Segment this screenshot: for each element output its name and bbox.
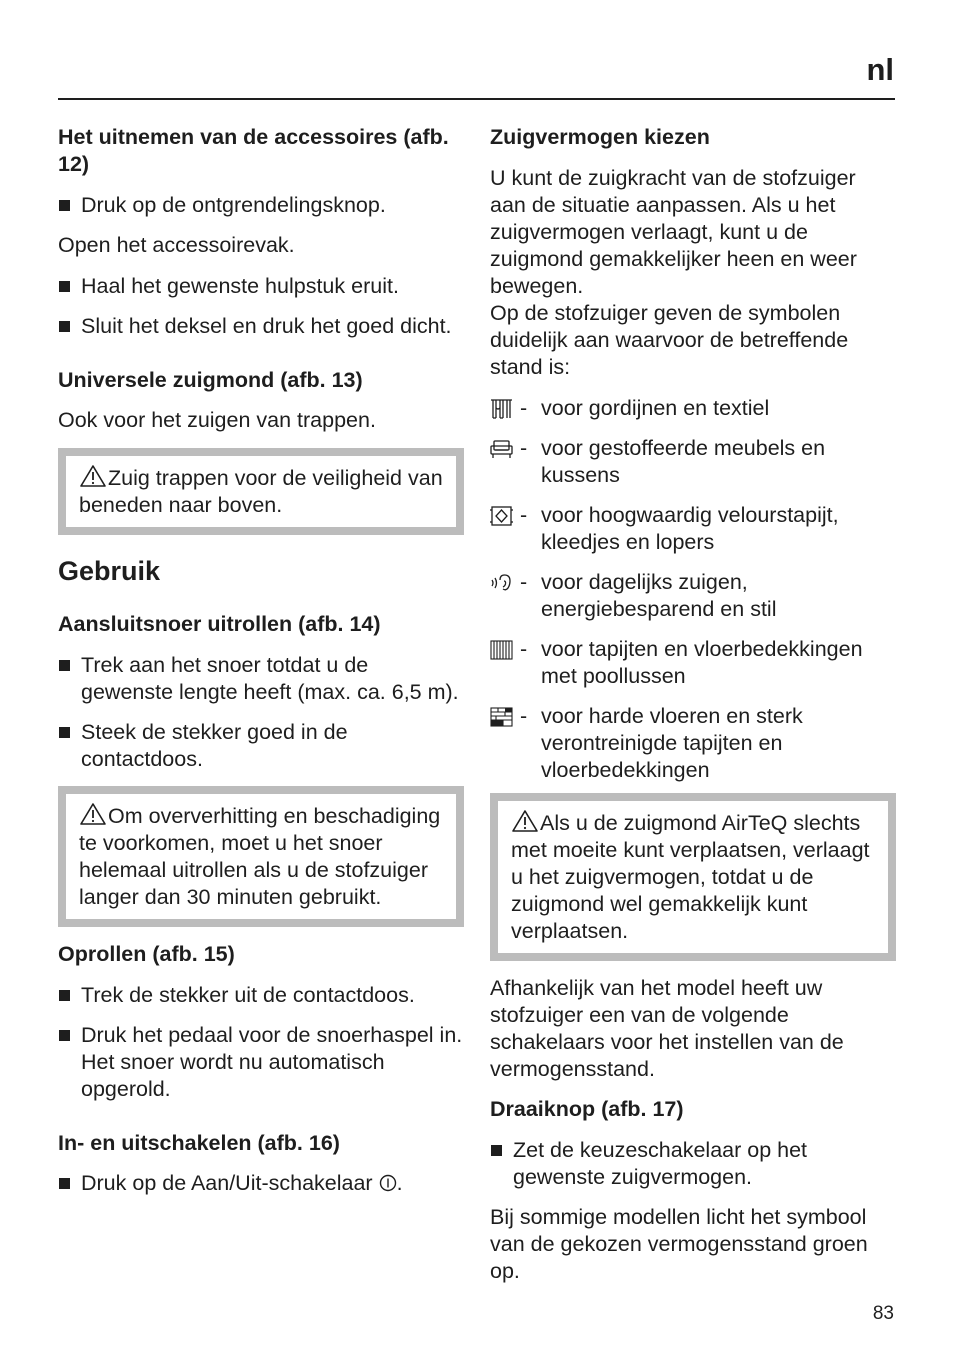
symbol-row-loop-carpet: - voor tapijten en vloerbedekkingen met poollussen bbox=[490, 636, 896, 690]
rug-icon bbox=[490, 505, 516, 527]
right-column bbox=[490, 124, 896, 1285]
header-rule bbox=[58, 98, 895, 100]
symbol-text-hard-floor: voor harde vloeren en sterk verontreinigde tapijten en vloerbedekkingen bbox=[541, 704, 803, 782]
power-paragraph-1: U kunt de zuigkracht van de stofzuiger aan de situatie aanpassen. Als u het zuigvermogen verlaagt, kunt u de zuigmond gemakkelijker heen en weer bewegen. bbox=[490, 166, 857, 298]
curtain-icon bbox=[490, 398, 516, 420]
warning-triangle-icon bbox=[79, 464, 107, 488]
hard-floor-icon bbox=[490, 706, 516, 728]
symbol-text-loop-carpet: voor tapijten en vloerbedekkingen met poollussen bbox=[541, 637, 863, 688]
symbol-row-upholstery: - voor gestoffeerde meubels en kussens bbox=[490, 435, 896, 489]
symbol-text-upholstery: voor gestoffeerde meubels en kussens bbox=[541, 436, 826, 487]
power-symbol-icon bbox=[379, 1174, 397, 1192]
knob-bullet-1: Zet de keuzeschakelaar op het gewenste zuigvermogen. bbox=[490, 1137, 896, 1191]
switch-bullet-text: Druk op de Aan/Uit-schakelaar bbox=[81, 1171, 373, 1195]
accessories-bullet-1: Druk op de ontgrendelingsknop. bbox=[58, 192, 464, 219]
airteq-warning-box bbox=[490, 793, 896, 961]
knob-paragraph: Bij sommige modellen licht het symbool van de gekozen vermogensstand groen op. bbox=[490, 1205, 868, 1283]
warning-triangle-icon bbox=[79, 802, 107, 826]
nozzle-warning-text: Zuig trappen voor de veiligheid van beneden naar boven. bbox=[79, 466, 443, 517]
symbol-row-curtain: - voor gordijnen en textiel bbox=[490, 395, 896, 422]
rewind-bullet-1: Trek de stekker uit de contactdoos. bbox=[58, 982, 464, 1009]
symbol-text-curtain: voor gordijnen en textiel bbox=[541, 396, 770, 420]
loop-carpet-icon bbox=[490, 639, 516, 661]
language-code: nl bbox=[866, 52, 894, 87]
accessories-heading: Het uitnemen van de accessoires (afb. 12) bbox=[58, 125, 449, 176]
nozzle-paragraph: Ook voor het zuigen van trappen. bbox=[58, 408, 376, 432]
symbol-row-quiet: - voor dagelijks zuigen, energiebesparend en stil bbox=[490, 569, 896, 623]
left-column bbox=[58, 124, 464, 1197]
accessories-bullet-2: Haal het gewenste hulpstuk eruit. bbox=[58, 273, 464, 300]
cord-heading: Aansluitsnoer uitrollen (afb. 14) bbox=[58, 612, 381, 636]
power-heading: Zuigvermogen kiezen bbox=[490, 125, 710, 149]
quiet-ear-icon bbox=[490, 572, 516, 594]
nozzle-warning-box bbox=[58, 448, 464, 535]
upholstery-icon bbox=[490, 438, 516, 460]
airteq-warning-text: Als u de zuigmond AirTeQ slechts met moeite kunt verplaatsen, verlaagt u het zuigvermogen, totdat u de zuigmond wel gemakkelijk kunt verplaatsen. bbox=[511, 811, 870, 943]
model-paragraph: Afhankelijk van het model heeft uw stofzuiger een van de volgende schakelaars voor het instellen van de vermogensstand. bbox=[490, 976, 844, 1081]
use-heading: Gebruik bbox=[58, 556, 161, 586]
cord-warning-text: Om oververhitting en beschadiging te voorkomen, moet u het snoer helemaal uitrollen als u de stofzuiger langer dan 30 minuten gebruikt. bbox=[79, 804, 441, 909]
knob-heading: Draaiknop (afb. 17) bbox=[490, 1097, 684, 1121]
switch-bullet-1: Druk op de Aan/Uit-schakelaar . bbox=[58, 1170, 464, 1197]
rewind-heading: Oprollen (afb. 15) bbox=[58, 942, 235, 966]
cord-bullet-2: Steek de stekker goed in de contactdoos. bbox=[58, 719, 464, 773]
symbol-row-rug: - voor hoogwaardig velourstapijt, kleedjes en lopers bbox=[490, 502, 896, 556]
accessories-bullet-3: Sluit het deksel en druk het goed dicht. bbox=[58, 313, 464, 340]
power-paragraph-2: Op de stofzuiger geven de symbolen duidelijk aan waarvoor de betreffende stand is: bbox=[490, 301, 849, 379]
warning-triangle-icon bbox=[511, 809, 539, 833]
symbol-text-quiet: voor dagelijks zuigen, energiebesparend en stil bbox=[541, 570, 777, 621]
rewind-bullet-2: Druk het pedaal voor de snoerhaspel in. Het snoer wordt nu automatisch opgerold. bbox=[58, 1022, 464, 1103]
nozzle-heading: Universele zuigmond (afb. 13) bbox=[58, 368, 363, 392]
cord-bullet-1: Trek aan het snoer totdat u de gewenste lengte heeft (max. ca. 6,5 m). bbox=[58, 652, 464, 706]
cord-warning-box bbox=[58, 786, 464, 927]
symbol-row-hard-floor: - voor harde vloeren en sterk verontreinigde tapijten en vloerbedekkingen bbox=[490, 703, 896, 784]
symbol-text-rug: voor hoogwaardig velourstapijt, kleedjes en lopers bbox=[541, 503, 839, 554]
switch-heading: In- en uitschakelen (afb. 16) bbox=[58, 1131, 340, 1155]
accessories-paragraph: Open het accessoirevak. bbox=[58, 233, 295, 257]
page-number: 83 bbox=[872, 1303, 894, 1324]
